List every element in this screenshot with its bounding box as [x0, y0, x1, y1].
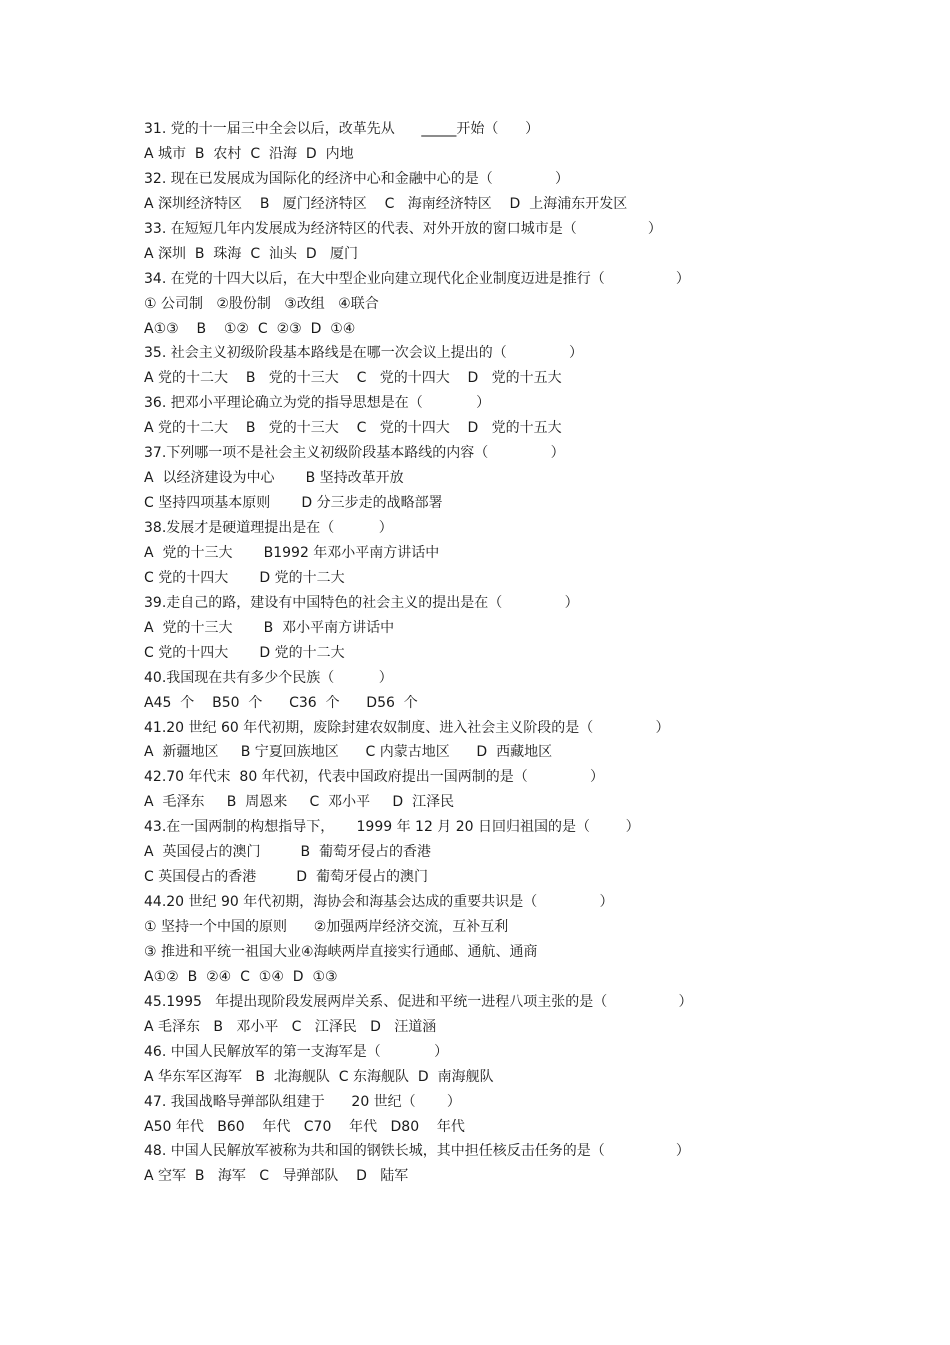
text-line: A 华东军区海军 B 北海舰队 C 东海舰队 D 南海舰队	[144, 1068, 494, 1085]
text-line: 32. 现在已发展成为国际化的经济中心和金融中心的是（ ）	[144, 170, 570, 187]
text-line: 40.我国现在共有多少个民族（ ）	[144, 669, 393, 686]
text-line: 42.70 年代末 80 年代初，代表中国政府提出一国两制的是（ ）	[144, 769, 604, 786]
text-line: A 深圳经济特区 B 厦门经济特区 C 海南经济特区 D 上海浦东开发区	[144, 195, 628, 212]
text-line: C 英国侵占的香港 D 葡萄牙侵占的澳门	[144, 869, 428, 886]
question-list	[144, 117, 844, 1189]
text-line: A 空军 B 海军 C 导弹部队 D 陆军	[144, 1168, 409, 1185]
text-line: 44.20 世纪 90 年代初期，海协会和海基会达成的重要共识是（ ）	[144, 894, 614, 911]
text-line: A45 个 B50 个 C36 个 D56 个	[144, 694, 418, 711]
text-line: 37.下列哪一项不是社会主义初级阶段基本路线的内容（ ）	[144, 445, 565, 462]
text-line: 41.20 世纪 60 年代初期，废除封建农奴制度、进入社会主义阶段的是（ ）	[144, 719, 670, 736]
text-line: C 党的十四大 D 党的十二大	[144, 569, 345, 586]
text-line: A①② B ②④ C ①④ D ①③	[144, 968, 338, 985]
text-line: A 毛泽东 B 周恩来 C 邓小平 D 江泽民	[144, 794, 455, 811]
text-line: ① 公司制 ②股份制 ③改组 ④联合	[144, 295, 379, 312]
text-line: C 党的十四大 D 党的十二大	[144, 644, 345, 661]
text-line: 48. 中国人民解放军被称为共和国的钢铁长城，其中担任核反击任务的是（ ）	[144, 1143, 690, 1160]
text-line: A 以经济建设为中心 B 坚持改革开放	[144, 470, 404, 487]
text-line: 31. 党的十一届三中全会以后，改革先从 _____开始（ ）	[144, 121, 540, 137]
text-line: 34. 在党的十四大以后，在大中型企业向建立现代化企业制度迈进是推行（ ）	[144, 270, 690, 287]
text-line: A 新疆地区 B 宁夏回族地区 C 内蒙古地区 D 西藏地区	[144, 744, 553, 761]
text-line: 36. 把邓小平理论确立为党的指导思想是在（ ）	[144, 395, 491, 412]
text-line: A 深圳 B 珠海 C 汕头 D 厦门	[144, 245, 359, 262]
text-line: ③ 推进和平统一祖国大业④海峡两岸直接实行通邮、通航、通商	[144, 943, 538, 960]
text-line: A 毛泽东 B 邓小平 C 江泽民 D 汪道涵	[144, 1018, 437, 1035]
text-line: 33. 在短短几年内发展成为经济特区的代表、对外开放的窗口城市是（ ）	[144, 220, 662, 237]
text-line: A①③ B ①② C ②③ D ①④	[144, 320, 356, 337]
text-line: 45.1995 年提出现阶段发展两岸关系、促进和平统一进程八项主张的是（ ）	[144, 993, 693, 1010]
text-line: 38.发展才是硬道理提出是在（ ）	[144, 520, 393, 536]
text-line: 35. 社会主义初级阶段基本路线是在哪一次会议上提出的（ ）	[144, 345, 584, 362]
text-line: 39.走自己的路，建设有中国特色的社会主义的提出是在（ ）	[144, 594, 579, 611]
text-line: A50 年代 B60 年代 C70 年代 D80 年代	[144, 1118, 465, 1135]
text-line: A 党的十三大 B 邓小平南方讲话中	[144, 619, 395, 636]
text-line: A 城市 B 农村 C 沿海 D 内地	[144, 145, 354, 162]
text-line: 43.在一国两制的构想指导下， 1999 年 12 月 20 日回归祖国的是（ ）	[144, 819, 640, 836]
text-line: 46. 中国人民解放军的第一支海军是（ ）	[144, 1043, 449, 1060]
text-line: A 党的十二大 B 党的十三大 C 党的十四大 D 党的十五大	[144, 420, 562, 437]
text-line: 47. 我国战略导弹部队组建于 20 世纪（ ）	[144, 1093, 461, 1110]
text-line: A 党的十二大 B 党的十三大 C 党的十四大 D 党的十五大	[144, 370, 562, 387]
text-line: ① 坚持一个中国的原则 ②加强两岸经济交流，互补互利	[144, 919, 509, 935]
text-line: A 英国侵占的澳门 B 葡萄牙侵占的香港	[144, 844, 432, 861]
text-line: C 坚持四项基本原则 D 分三步走的战略部署	[144, 495, 443, 512]
text-line: A 党的十三大 B1992 年邓小平南方讲话中	[144, 544, 440, 561]
